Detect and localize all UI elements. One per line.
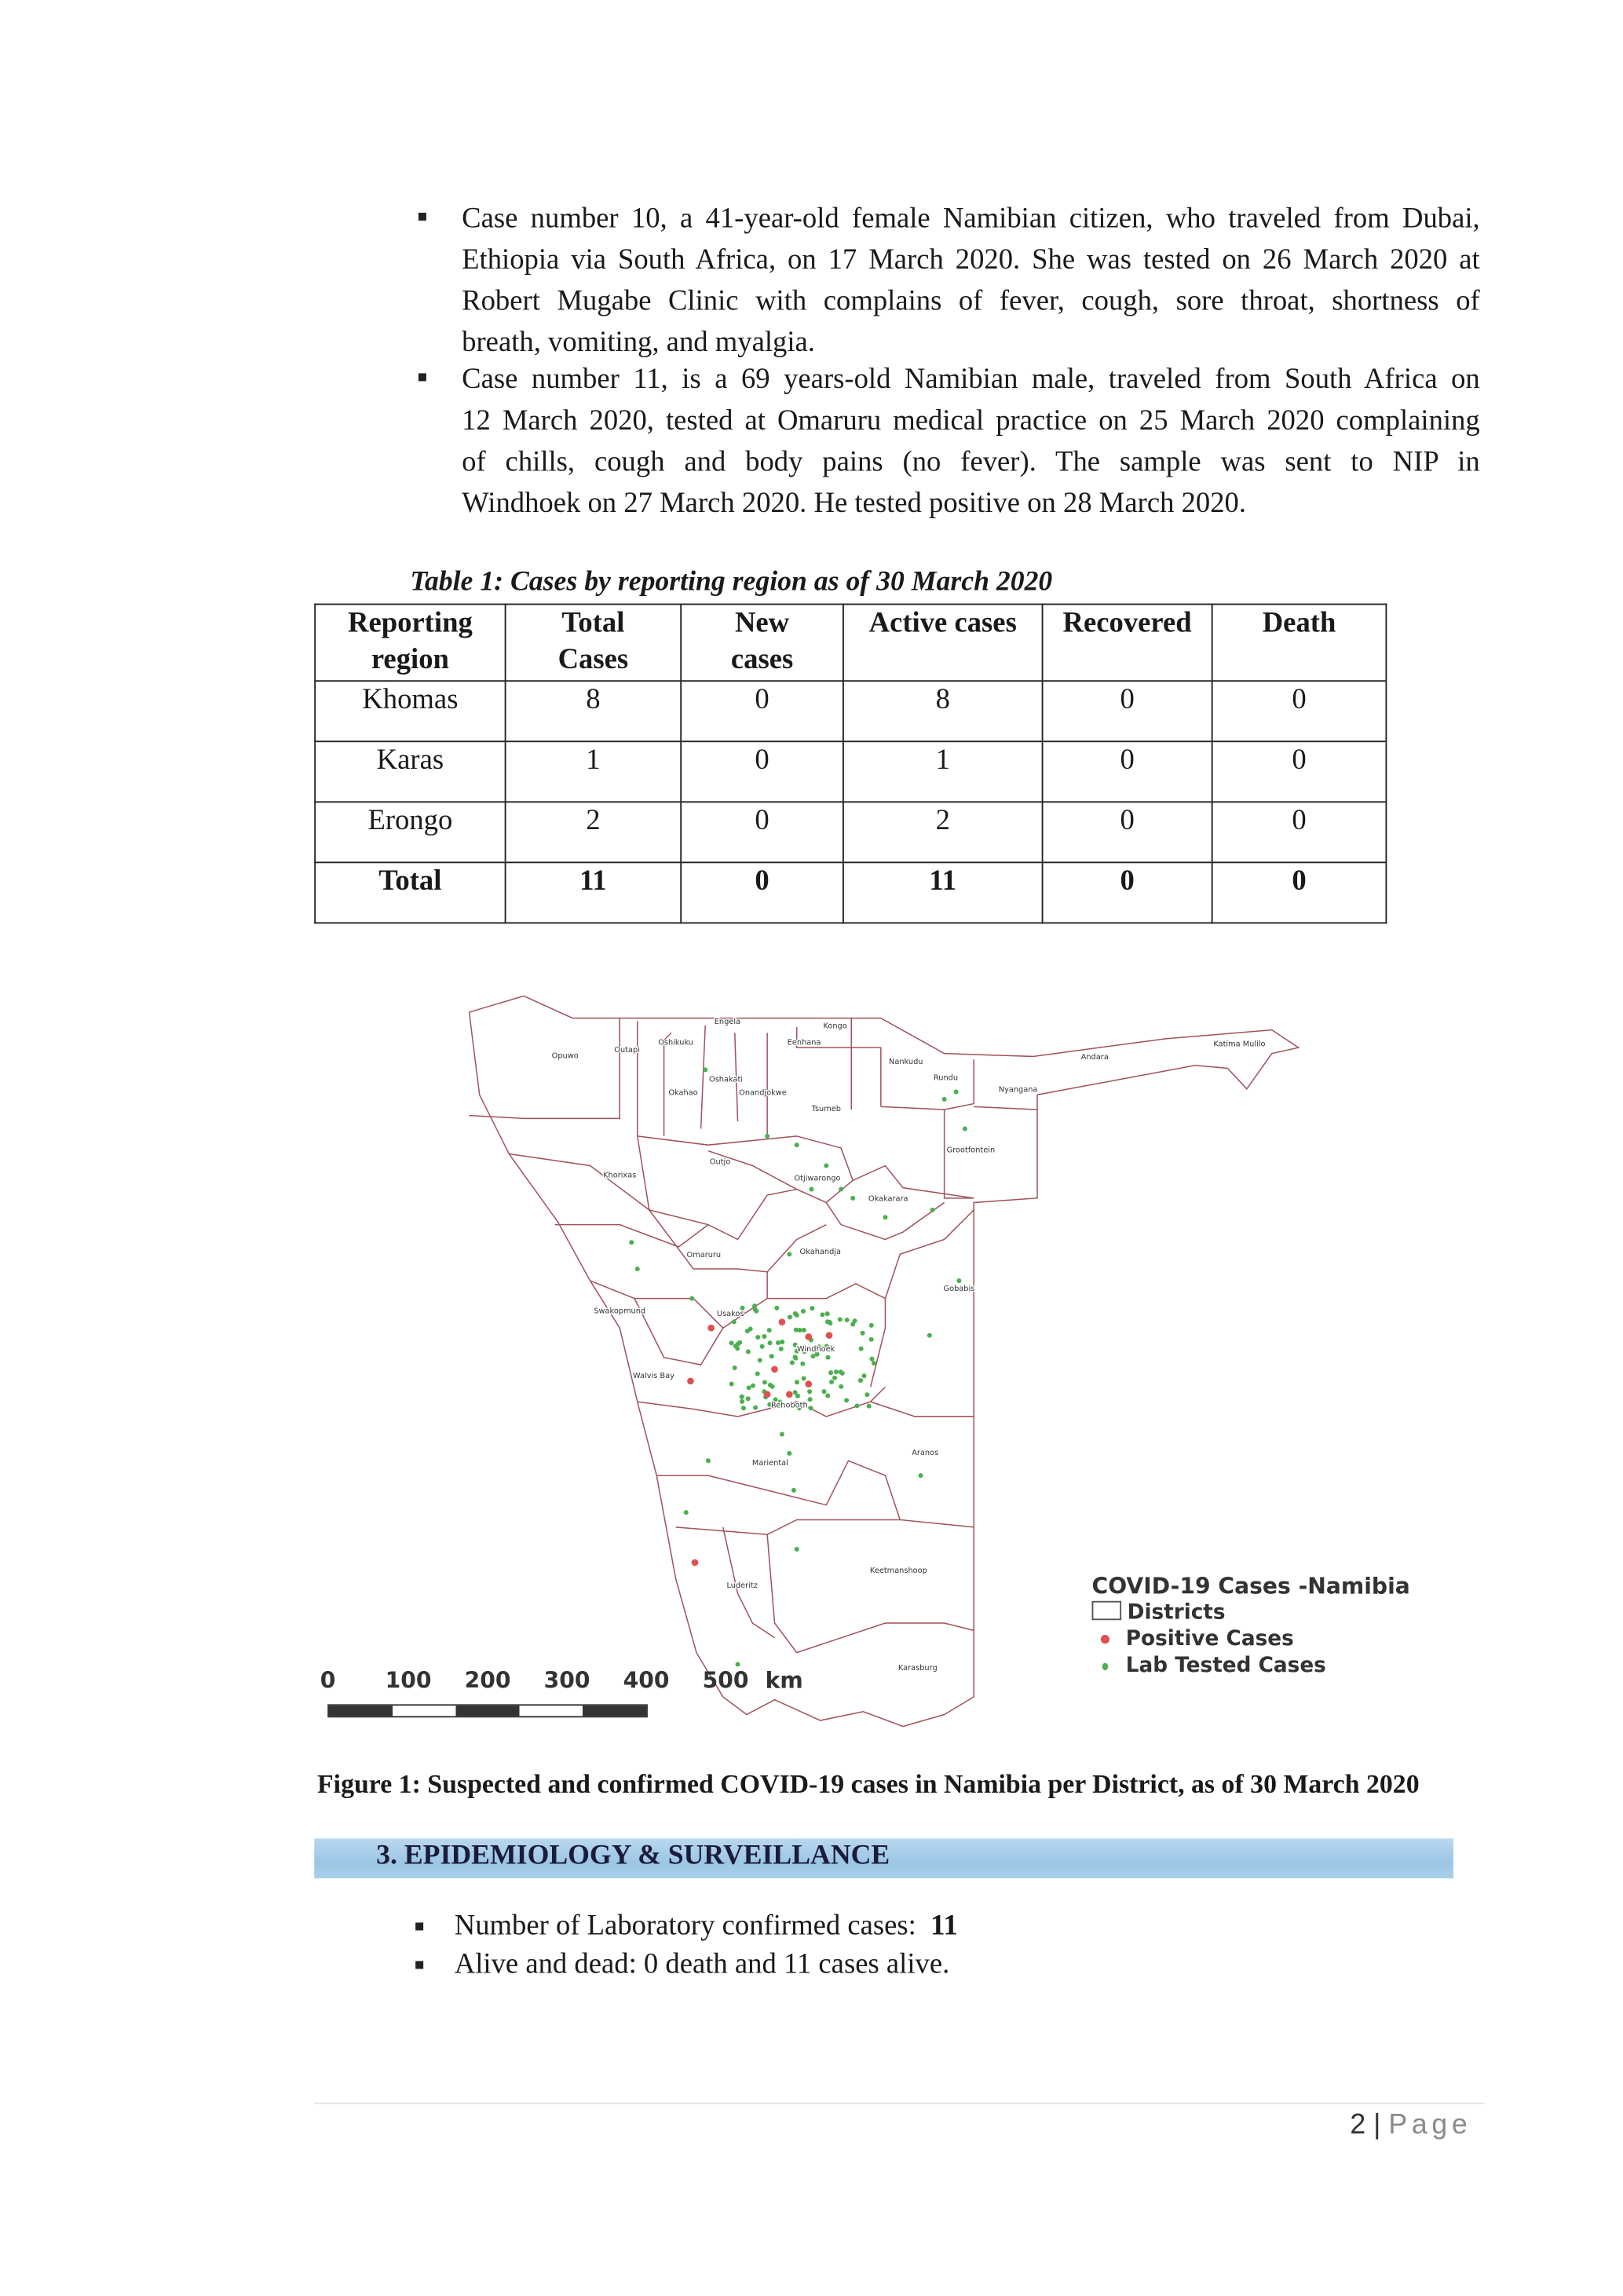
lab-tested-dot	[828, 1370, 833, 1375]
positive-case-dot	[786, 1391, 793, 1398]
lab-tested-dot	[733, 1366, 737, 1370]
case-text-line: Windhoek on 27 March 2020. He tested positive on 28 March 2020.	[462, 488, 1247, 520]
table-cell: 2	[843, 802, 1043, 862]
lab-tested-dot	[839, 1187, 843, 1192]
district-boundary	[974, 1106, 1037, 1110]
positive-case-dot	[687, 1378, 694, 1385]
district-label: Grootfontein	[946, 1146, 996, 1155]
district-label: Okakarara	[868, 1194, 908, 1204]
district-boundary	[470, 1018, 620, 1119]
table-cell: Total	[315, 862, 505, 923]
district-label: Eenhana	[787, 1038, 821, 1047]
lab-tested-dot	[776, 1340, 780, 1345]
lab-tested-dot	[858, 1378, 863, 1383]
table-cell: 2	[506, 802, 682, 862]
lab-tested-dot	[867, 1404, 872, 1409]
district-label: Walvis Bay	[632, 1372, 674, 1381]
district-boundary	[590, 1281, 723, 1328]
column-header: Active cases	[843, 604, 1043, 681]
lab-tested-dot	[753, 1406, 758, 1410]
lab-tested-dot	[767, 1328, 772, 1333]
table-cell: Karas	[315, 741, 505, 802]
legend-districts: Districts	[1092, 1600, 1410, 1626]
lab-tested-dot	[793, 1355, 798, 1359]
lab-tested-dot	[828, 1321, 832, 1325]
case-text-line: Case number 11, is a 69 years-old Namibian male, traveled from South Africa on	[462, 364, 1480, 396]
positive-case-dot	[692, 1559, 699, 1567]
lab-tested-dot	[755, 1371, 760, 1376]
lab-tested-dot	[769, 1354, 774, 1358]
lab-tested-dot	[767, 1340, 772, 1345]
district-label: Nankudu	[889, 1057, 923, 1066]
table-cell: 11	[843, 862, 1043, 923]
table-row	[315, 741, 1386, 802]
table-cell: 8	[506, 681, 682, 741]
lab-tested-dot	[809, 1406, 813, 1410]
positive-case-dot	[805, 1380, 812, 1387]
district-label: Outapi	[614, 1045, 640, 1055]
lab-tested-dot	[751, 1384, 755, 1388]
district-boundary	[826, 1202, 944, 1239]
district-label: Tsumeb	[811, 1104, 841, 1113]
column-header: Death	[1212, 604, 1387, 681]
lab-tested-dot	[838, 1317, 843, 1322]
total-row	[315, 862, 1386, 923]
lab-tested-dot	[729, 1381, 734, 1386]
cases-by-region-table	[314, 604, 1387, 924]
lab-tested-dot	[800, 1362, 805, 1366]
lab-tested-dot	[854, 1403, 859, 1408]
district-label: Okahandja	[799, 1248, 841, 1257]
lab-tested-dot	[845, 1318, 850, 1322]
lab-tested-dot	[748, 1326, 753, 1331]
district-label: Rundu	[933, 1073, 959, 1083]
table-row	[315, 681, 1386, 741]
lab-tested-dot	[954, 1090, 959, 1095]
bullet-icon: ■	[417, 368, 428, 387]
lab-tested-dot	[774, 1306, 779, 1311]
green-dot-icon	[1102, 1663, 1109, 1670]
lab-tested-dot	[779, 1347, 784, 1351]
positive-case-dot	[779, 1318, 786, 1325]
lab-tested-dot	[787, 1451, 791, 1456]
lab-tested-dot	[822, 1389, 827, 1394]
table-cell: 11	[506, 862, 682, 923]
lab-tested-dot	[746, 1396, 751, 1401]
lab-tested-dot	[788, 1314, 792, 1319]
lab-tested-dot	[795, 1143, 799, 1147]
district-boundary	[634, 1299, 723, 1366]
lab-tested-dot	[752, 1303, 757, 1308]
lab-tested-dot	[795, 1380, 799, 1384]
district-label: Oshikuku	[658, 1038, 694, 1047]
lab-tested-dot	[825, 1311, 830, 1316]
lab-tested-dot	[629, 1240, 634, 1245]
legend-positive: Positive Cases	[1092, 1626, 1410, 1653]
lab-tested-dot	[825, 1393, 830, 1398]
lab-tested-dot	[810, 1306, 814, 1311]
table-caption: Table 1: Cases by reporting region as of 30 March 2020	[410, 566, 1053, 598]
bullet-icon: ■	[417, 207, 428, 226]
figure-caption: Figure 1: Suspected and confirmed COVID-19 cases in Namibia per District, as of 30 March 2020	[317, 1769, 1420, 1799]
district-boundary	[881, 1059, 974, 1110]
district-boundary	[767, 1534, 974, 1652]
lab-tested-dot	[820, 1312, 824, 1317]
lab-tested-dot	[760, 1344, 765, 1349]
table-cell: 0	[681, 862, 843, 923]
district-label: Opuwo	[551, 1051, 579, 1061]
lab-tested-dot	[850, 1196, 855, 1201]
table-cell: 0	[681, 802, 843, 862]
case-text-line: breath, vomiting, and myalgia.	[462, 327, 815, 359]
district-label: Nyangana	[998, 1085, 1038, 1095]
table-cell: 0	[1043, 862, 1212, 923]
lab-tested-dot	[768, 1383, 773, 1387]
column-header: New cases	[681, 604, 843, 681]
district-boundary	[664, 1033, 671, 1136]
lab-tested-dot	[869, 1357, 874, 1362]
district-boundary	[701, 1026, 706, 1129]
district-label: Rehoboth	[770, 1401, 808, 1410]
table-cell: Khomas	[315, 681, 505, 741]
lab-tested-dot	[829, 1380, 834, 1384]
lab-tested-dot	[801, 1309, 806, 1314]
footer-divider	[314, 2103, 1484, 2104]
district-label: Omaruru	[686, 1250, 722, 1260]
district-label: Aranos	[912, 1448, 939, 1457]
district-label: Oshakati	[709, 1075, 744, 1084]
lab-tested-dot	[635, 1267, 640, 1271]
case-text-line: Case number 10, a 41-year-old female Namibian citizen, who traveled from Dubai,	[462, 203, 1480, 235]
bullet-icon: ■	[415, 1918, 425, 1936]
district-label: Windhoek	[796, 1345, 835, 1355]
district-label: Onandjokwe	[739, 1088, 787, 1098]
district-label: Katima Mulilo	[1213, 1040, 1266, 1049]
case-text-line: 12 March 2020, tested at Omaruru medical practice on 25 March 2020 complaining	[462, 405, 1480, 437]
table-cell: 0	[1043, 802, 1212, 862]
lab-tested-dot	[930, 1208, 935, 1212]
lab-tested-dot	[689, 1296, 694, 1301]
lab-tested-dot	[780, 1340, 784, 1344]
lab-tested-dot	[859, 1347, 864, 1351]
lab-tested-dot	[790, 1360, 795, 1365]
table-cell: 0	[1212, 741, 1387, 802]
district-label: Keetmanshoop	[869, 1567, 927, 1576]
table-cell: 0	[1212, 802, 1387, 862]
district-label: Karasburg	[897, 1664, 938, 1673]
lab-tested-dot	[808, 1397, 813, 1402]
alive-dead-item: Alive and dead: 0 death and 11 cases alive.	[454, 1949, 950, 1980]
case-text-line: of chills, cough and body pains (no fever). The sample was sent to NIP in	[462, 447, 1480, 478]
district-label: Andara	[1080, 1053, 1109, 1062]
lab-tested-dot	[729, 1340, 733, 1345]
column-header: Recovered	[1043, 604, 1212, 681]
lab-tested-dot	[791, 1488, 796, 1493]
positive-case-dot	[805, 1333, 812, 1340]
district-boundary	[723, 1284, 886, 1387]
lab-tested-dot	[861, 1373, 866, 1378]
lab-tested-dot	[758, 1358, 762, 1362]
lab-tested-dot	[861, 1331, 865, 1336]
lab-tested-dot	[736, 1662, 740, 1667]
lab-tested-dot	[703, 1067, 707, 1072]
district-label: Mariental	[751, 1458, 788, 1468]
lab-tested-dot	[919, 1473, 923, 1478]
lab-tested-dot	[787, 1252, 791, 1256]
lab-tested-dot	[942, 1097, 947, 1102]
table-cell: 1	[506, 741, 682, 802]
district-label: Engela	[714, 1018, 741, 1027]
lab-tested-dot	[956, 1278, 961, 1283]
district-boundary	[656, 1458, 974, 1527]
lab-tested-dot	[755, 1335, 760, 1340]
lab-tested-dot	[747, 1385, 751, 1390]
lab-tested-dot	[780, 1431, 784, 1436]
district-label: Outjo	[709, 1157, 731, 1167]
district-label: Okahao	[668, 1088, 698, 1098]
lab-tested-dot	[869, 1337, 874, 1342]
table-cell: Erongo	[315, 802, 505, 862]
lab-tested-dot	[834, 1369, 839, 1374]
district-label: Gobabis	[943, 1285, 975, 1294]
lab-tested-dot	[793, 1311, 798, 1316]
table-cell: 0	[1043, 741, 1212, 802]
lab-tested-dot	[733, 1344, 738, 1348]
lab-tested-dot	[865, 1392, 869, 1397]
table-cell: 8	[843, 681, 1043, 741]
lab-tested-dot	[765, 1134, 769, 1139]
lab-tested-dot	[762, 1334, 766, 1339]
district-label: Usakos	[716, 1310, 744, 1319]
district-label: Luderitz	[726, 1581, 758, 1590]
lab-tested-dot	[740, 1395, 744, 1399]
lab-tested-dot	[963, 1127, 967, 1132]
lab-tested-dot	[684, 1510, 689, 1515]
district-label: Otjiwarongo	[794, 1174, 841, 1183]
district-boundary	[638, 1136, 797, 1240]
lab-tested-dot	[746, 1349, 751, 1354]
district-boundary	[509, 1153, 649, 1209]
lab-tested-dot	[802, 1376, 806, 1380]
district-boundary	[638, 1136, 853, 1203]
lab-tested-dot	[807, 1389, 812, 1394]
case-text-line: Robert Mugabe Clinic with complains of fever, cough, sore throat, shortness of	[462, 286, 1480, 318]
district-label: Swakopmund	[594, 1307, 646, 1316]
lab-tested-dot	[732, 1319, 737, 1324]
table-cell: 1	[843, 741, 1043, 802]
table-cell: 0	[1212, 681, 1387, 741]
lab-tested-dot	[802, 1328, 806, 1333]
positive-case-dot	[771, 1366, 778, 1373]
district-label: Khorixas	[603, 1171, 637, 1180]
district-boundary	[871, 1402, 974, 1417]
case-text-line: Ethiopia via South Africa, on 17 March 2020. She was tested on 26 March 2020 at	[462, 244, 1480, 276]
confirmed-cases-item: Number of Laboratory confirmed cases: 11	[454, 1910, 958, 1942]
legend-title: COVID-19 Cases -Namibia	[1091, 1573, 1410, 1600]
lab-tested-dot	[850, 1322, 855, 1326]
table-cell: 0	[681, 741, 843, 802]
table-cell: 0	[1212, 862, 1387, 923]
lab-tested-dot	[844, 1398, 849, 1402]
lab-tested-dot	[839, 1369, 843, 1374]
positive-case-dot	[826, 1332, 833, 1339]
legend-lab-tested: Lab Tested Cases	[1092, 1653, 1410, 1680]
positive-case-dot	[764, 1391, 771, 1398]
district-boundary	[853, 1165, 974, 1197]
lab-tested-dot	[809, 1187, 813, 1192]
lab-tested-dot	[762, 1380, 767, 1384]
page-number: 2 | Page	[1350, 2110, 1472, 2141]
lab-tested-dot	[740, 1399, 744, 1404]
column-header: Reporting region	[315, 604, 505, 681]
lab-tested-dot	[795, 1394, 800, 1398]
lab-tested-dot	[824, 1163, 828, 1168]
table-cell: 0	[681, 681, 843, 741]
lab-tested-dot	[832, 1376, 837, 1380]
district-boundary	[676, 1519, 901, 1534]
section-title: 3. EPIDEMIOLOGY & SURVEILLANCE	[376, 1840, 890, 1871]
district-label: Kongo	[823, 1022, 847, 1031]
column-header: Total Cases	[506, 604, 682, 681]
lab-tested-dot	[883, 1215, 887, 1219]
lab-tested-dot	[798, 1328, 802, 1333]
lab-tested-dot	[706, 1458, 711, 1463]
table-cell: 0	[1043, 681, 1212, 741]
district-box-icon	[1092, 1601, 1122, 1620]
section-header	[314, 1838, 1453, 1878]
lab-tested-dot	[872, 1361, 876, 1366]
map-legend	[1092, 1573, 1410, 1679]
lab-tested-dot	[795, 1547, 799, 1552]
red-dot-icon	[1101, 1635, 1109, 1643]
scale-bar-label: 0 100 200 300 400 500 km	[320, 1667, 803, 1695]
lab-tested-dot	[839, 1384, 843, 1389]
table-row	[315, 802, 1386, 862]
bullet-icon: ■	[415, 1956, 425, 1975]
lab-tested-dot	[741, 1406, 746, 1410]
scale-bar	[327, 1704, 648, 1717]
positive-case-dot	[707, 1325, 715, 1332]
lab-tested-dot	[826, 1355, 831, 1360]
lab-tested-dot	[927, 1333, 932, 1338]
lab-tested-dot	[869, 1323, 874, 1328]
